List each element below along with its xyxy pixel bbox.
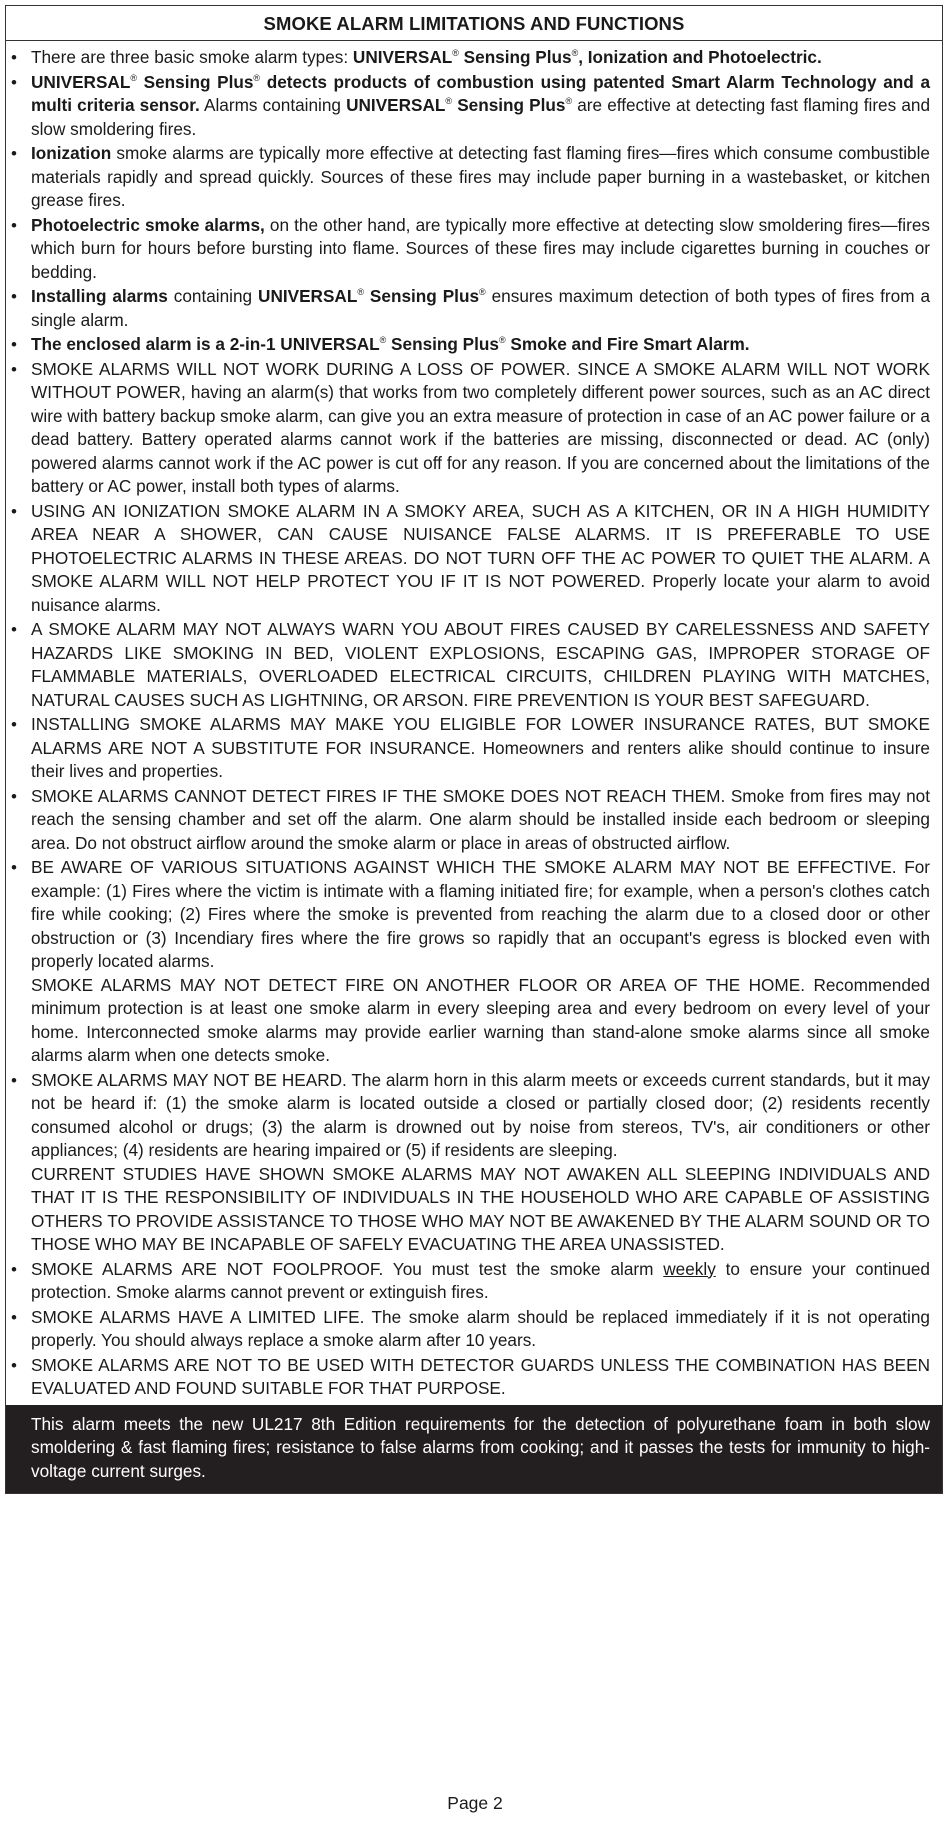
- item-text: are effective at detecting fast flaming fires and slow smoldering fires.: [31, 95, 930, 139]
- list-item: [31, 71, 930, 142]
- ul217-note: This alarm meets the new UL217 8th Edition requirements for the detection of polyurethane foam in both slow smoldering & fast flaming fires; resistance to false alarms from cooking; and it passes the tests for immunity to high-voltage current surges.: [6, 1405, 942, 1494]
- list-item: [31, 285, 930, 332]
- list-item: [31, 358, 930, 499]
- item-text: UNIVERSAL: [258, 286, 358, 306]
- registered-mark: ®: [253, 72, 261, 83]
- item-text: weekly: [663, 1258, 716, 1279]
- item-text: SMOKE ALARMS ARE NOT FOOLPROOF. You must test the smoke alarm: [31, 1258, 664, 1279]
- item-text: CURRENT STUDIES HAVE SHOWN SMOKE ALARMS MAY NOT AWAKEN ALL SLEEPING INDIVIDUALS AND THAT IT IS THE RESPONSIBILITY OF INDIVIDUALS IN THE HOUSEHOLD WHO ARE CAPABLE OF ASSISTING OTHERS TO PROVIDE ASSISTANCE TO THOSE WHO MAY NOT BE AWAKENED BY THE ALARM SOUND OR TO THOSE WHO MAY BE INCAPABLE OF SAFELY EVACUATING THE AREA UNASSISTED.: [31, 1163, 930, 1254]
- item-text: SMOKE ALARMS HAVE A LIMITED LIFE. The smoke alarm should be replaced immediately if it is not operating properly. You should always replace a smoke alarm after 10 years.: [31, 1306, 930, 1350]
- list-item: [31, 333, 930, 357]
- item-text: INSTALLING SMOKE ALARMS MAY MAKE YOU ELIGIBLE FOR LOWER INSURANCE RATES, BUT SMOKE ALARMS ARE NOT A SUBSTITUTE FOR INSURANCE. Homeowners and renters alike should continue to insure their lives and properties.: [31, 714, 930, 781]
- limitations-list: [6, 41, 942, 1405]
- list-item: [31, 1258, 930, 1305]
- panel-title: SMOKE ALARM LIMITATIONS AND FUNCTIONS: [6, 6, 942, 41]
- item-text: UNIVERSAL: [346, 95, 446, 115]
- item-text: Sensing Plus: [386, 334, 499, 354]
- item-text: There are three basic smoke alarm types:: [31, 47, 353, 67]
- item-text: A SMOKE ALARM MAY NOT ALWAYS WARN YOU ABOUT FIRES CAUSED BY CARELESSNESS AND SAFETY HAZARDS LIKE SMOKING IN BED, VIOLENT EXPLOSIONS, ESCAPING GAS, IMPROPER STORAGE OF FLAMMABLE MATERIALS, OVERLOADED ELECTRICAL CIRCUITS, CHILDREN PLAYING WITH MATCHES, NATURAL CAUSES SUCH AS LIGHTNING, OR ARSON. FIRE PREVENTION IS YOUR BEST SAFEGUARD.: [31, 619, 930, 710]
- item-text: Sensing Plus: [136, 71, 254, 92]
- list-item: [31, 785, 930, 856]
- list-item: [31, 713, 930, 784]
- item-text: Sensing Plus: [452, 95, 566, 115]
- registered-mark: ®: [479, 287, 486, 297]
- item-text: Alarms containing: [199, 95, 347, 115]
- item-text: Smoke and Fire Smart Alarm.: [505, 334, 750, 354]
- item-text: ensures maximum detection of both types of fires from a single alarm.: [31, 286, 930, 330]
- list-item: [31, 974, 930, 1068]
- list-item: [31, 618, 930, 712]
- list-item: [31, 856, 930, 974]
- item-text: The enclosed alarm is a 2-in-1 UNIVERSAL: [31, 334, 380, 354]
- item-text: SMOKE ALARMS WILL NOT WORK DURING A LOSS OF POWER. SINCE A SMOKE ALARM WILL NOT WORK WITHOUT POWER, having an alarm(s) that works from two completely different power sources, such as an AC direct wire with battery backup smoke alarm, can give you an extra measure of protection in case of an AC power failure or a dead battery. Battery operated alarms cannot work if the batteries are missing, disconnected or dead. AC (only) powered alarms cannot work if the AC power is cut off for any reason. If you are concerned about the limitations of the battery or AC power, install both types of alarms.: [31, 358, 930, 496]
- item-text: to ensure your continued protection. Smoke alarms cannot prevent or extinguish fires.: [31, 1258, 930, 1302]
- item-text: SMOKE ALARMS ARE NOT TO BE USED WITH DETECTOR GUARDS UNLESS THE COMBINATION HAS BEEN EVALUATED AND FOUND SUITABLE FOR THAT PURPOSE.: [31, 1354, 930, 1398]
- list-item: [31, 214, 930, 285]
- limitations-panel: [5, 5, 943, 1494]
- registered-mark: ®: [498, 335, 506, 345]
- item-text: Sensing Plus: [364, 286, 480, 306]
- list-item: [31, 1163, 930, 1257]
- item-text: Sensing Plus: [458, 47, 572, 67]
- list-item: [31, 142, 930, 213]
- item-text: Installing alarms: [31, 286, 168, 306]
- item-text: containing: [167, 286, 259, 306]
- registered-mark: ®: [565, 96, 573, 106]
- item-text: SMOKE ALARMS MAY NOT BE HEARD. The alarm horn in this alarm meets or exceeds current standards, but it may not be heard if: (1) the smoke alarm is located outside a closed or partially closed door; (2) residents recently consumed alcohol or drugs; (3) the alarm is drowned out by noise from stereos, TV's, air conditioners or other appliances; (4) residents are hearing impaired or (5) if residents are sleeping.: [31, 1069, 930, 1160]
- item-text: Photoelectric smoke alarms,: [31, 214, 265, 235]
- registered-mark: ®: [357, 287, 364, 297]
- item-text: smoke alarms are typically more effective at detecting fast flaming fires—fires which consume combustible materials rapidly and spread quickly. Sources of these fires may include paper burning in a wastebasket, or kitchen grease fires.: [31, 143, 930, 210]
- item-text: BE AWARE OF VARIOUS SITUATIONS AGAINST WHICH THE SMOKE ALARM MAY NOT BE EFFECTIVE. For example: (1) Fires where the victim is intimate with a flaming initiated fire; for example, when a person's clothes catch fire while cooking; (2) Fires where the smoke is prevented from reaching the alarm due to a closed door or other obstruction or (3) Incendiary fires where the fire grows so rapidly that an occupant's egress is blocked even with properly located alarms.: [31, 857, 930, 971]
- item-text: Ionization: [31, 143, 112, 163]
- list-item: [31, 46, 930, 70]
- registered-mark: ®: [452, 48, 459, 58]
- item-text: UNIVERSAL: [31, 71, 131, 92]
- list-item: [31, 500, 930, 618]
- item-text: USING AN IONIZATION SMOKE ALARM IN A SMOKY AREA, SUCH AS A KITCHEN, OR IN A HIGH HUMIDITY AREA NEAR A SHOWER, CAN CAUSE NUISANCE FALSE ALARMS. IT IS PREFERABLE TO USE PHOTOELECTRIC ALARMS IN THESE AREAS. DO NOT TURN OFF THE AC POWER TO QUIET THE ALARM. A SMOKE ALARM WILL NOT HELP PROTECT YOU IF IT IS NOT POWERED. Properly locate your alarm to avoid nuisance alarms.: [31, 500, 930, 615]
- registered-mark: ®: [571, 48, 579, 58]
- item-text: UNIVERSAL: [352, 47, 453, 67]
- item-text: detects products of combustion using patented Smart Alarm Technology and a multi criteria sensor.: [31, 71, 931, 115]
- list-item: [31, 1306, 930, 1353]
- registered-mark: ®: [379, 335, 387, 345]
- item-text: SMOKE ALARMS MAY NOT DETECT FIRE ON ANOTHER FLOOR OR AREA OF THE HOME. Recommended minimum protection is at least one smoke alarm in every sleeping area and every bedroom on every level of your home. Interconnected smoke alarms may provide earlier warning than stand-alone smoke alarms since all smoke alarms alarm when one detects smoke.: [31, 974, 930, 1065]
- page-number: Page 2: [447, 1793, 503, 1813]
- item-text: SMOKE ALARMS CANNOT DETECT FIRES IF THE SMOKE DOES NOT REACH THEM. Smoke from fires may not reach the sensing chamber and set off the alarm. One alarm should be installed inside each bedroom or sleeping area. Do not obstruct airflow around the smoke alarm or place in areas of obstructed airflow.: [31, 785, 930, 853]
- list-item: [31, 1069, 930, 1163]
- item-text: on the other hand, are typically more effective at detecting slow smoldering fires—fires which burn for hours before bursting into flame. Sources of these fires may include cigarettes burning in couches or bedding.: [31, 214, 930, 282]
- registered-mark: ®: [130, 72, 137, 83]
- item-text: , Ionization and Photoelectric.: [578, 47, 822, 67]
- list-item: [31, 1354, 930, 1401]
- registered-mark: ®: [445, 96, 453, 106]
